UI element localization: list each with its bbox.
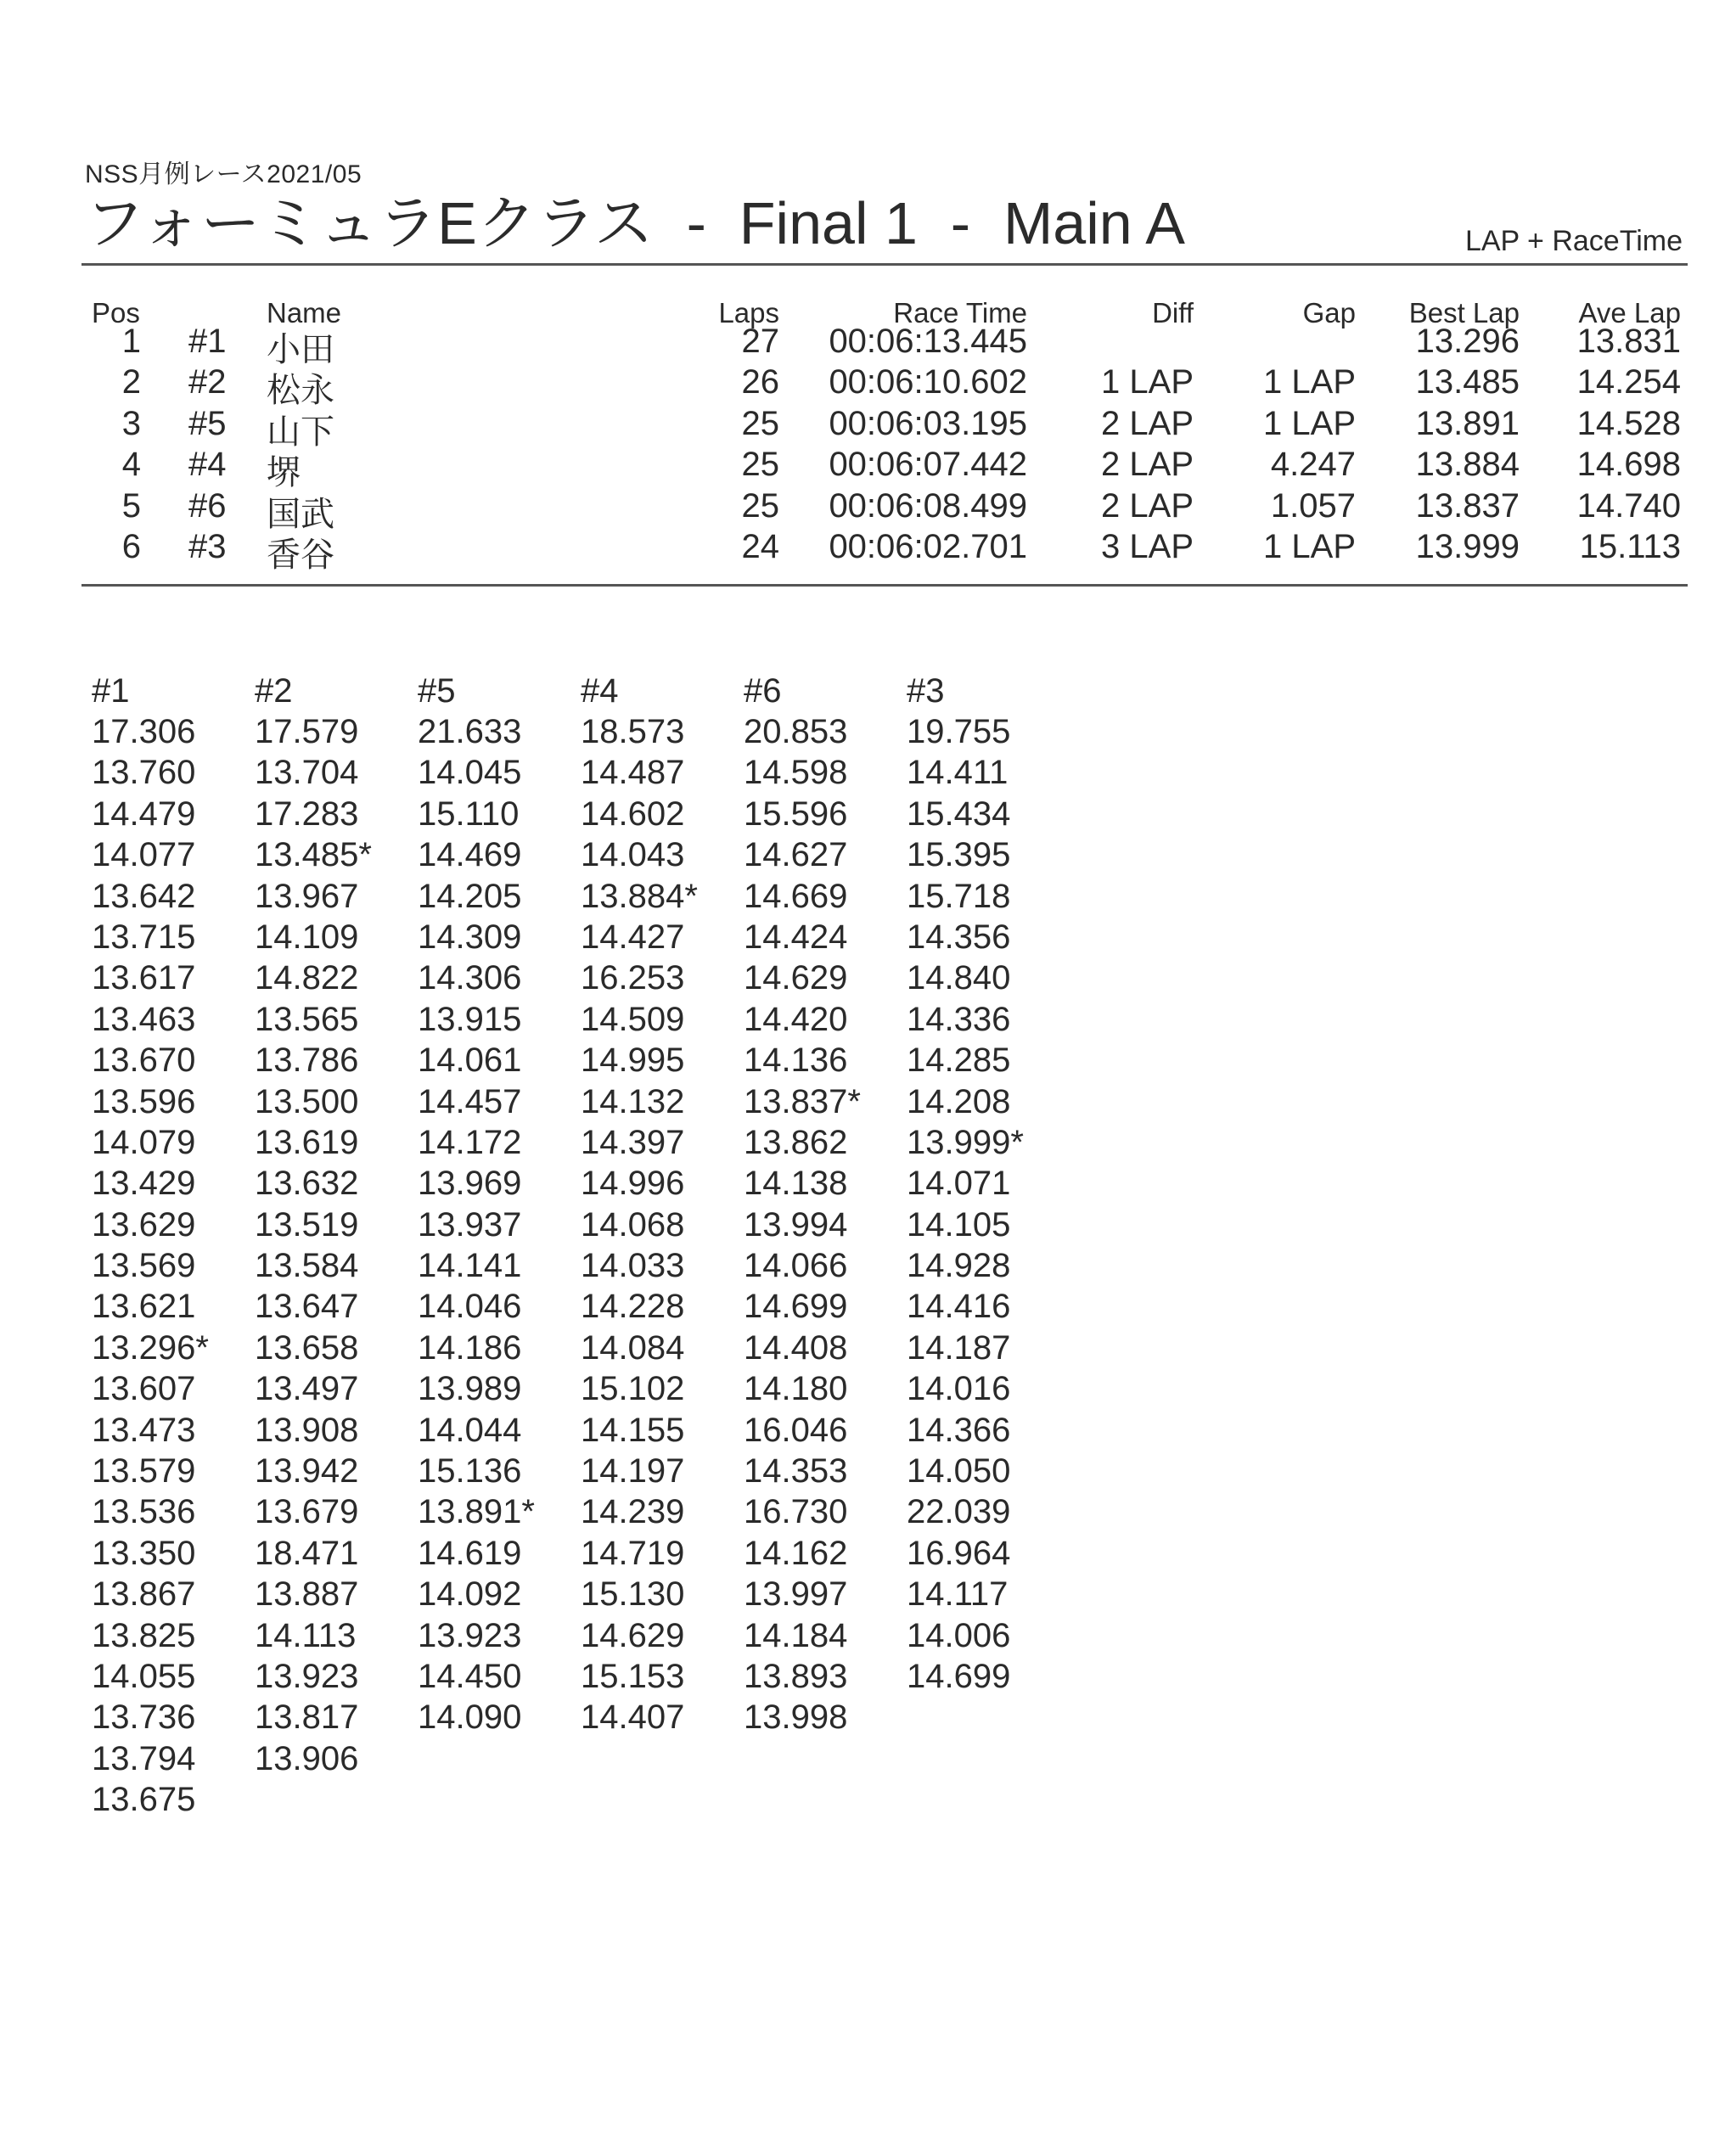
lap-time: 14.045 [418,754,522,792]
lap-time: 13.619 [255,1123,359,1161]
result-ave-lap: 14.528 [1576,404,1681,442]
lap-time: 13.908 [255,1411,359,1449]
col-laps: Laps [718,297,779,328]
lap-time: 14.050 [907,1452,1011,1491]
lap-time: 15.130 [581,1575,685,1614]
lap-time: 14.397 [581,1123,685,1161]
lap-time: 14.424 [744,918,848,956]
lap-time: 13.350 [92,1534,196,1572]
lap-time: 14.356 [907,918,1011,956]
lap-time: 14.016 [907,1370,1011,1408]
result-race-time: 00:06:10.602 [829,363,1027,401]
result-driver-name: 堺 [267,454,301,492]
lap-time: 13.867 [92,1575,196,1614]
lap-time: 13.794 [92,1739,196,1777]
lap-column-car: #5 [418,672,456,710]
lap-time: 14.420 [744,1000,848,1038]
result-pos: 4 [121,446,141,484]
lap-time: 13.473 [92,1411,196,1449]
lap-time: 14.487 [581,754,685,792]
lap-time: 14.046 [418,1288,522,1326]
lap-time: 13.884* [581,877,698,915]
lap-time: 17.283 [255,794,359,833]
lap-time: 14.928 [907,1247,1011,1285]
lap-time: 13.632 [255,1165,359,1203]
lap-time: 22.039 [907,1493,1011,1531]
result-best-lap: 13.999 [1415,528,1520,565]
result-pos: 6 [121,528,141,565]
result-laps: 25 [741,446,779,484]
result-diff: 3 LAP [1101,528,1194,565]
result-best-lap: 13.884 [1415,446,1520,484]
result-ave-lap: 14.698 [1576,446,1681,484]
lap-time: 14.043 [581,836,685,874]
result-gap: 1 LAP [1263,404,1356,442]
lap-column-car: #6 [744,672,782,710]
lap-time: 13.569 [92,1247,196,1285]
result-pos: 1 [121,323,141,360]
lap-time: 13.994 [744,1205,848,1244]
lap-time: 13.969 [418,1165,522,1203]
lap-time: 14.366 [907,1411,1011,1449]
lap-time: 13.923 [255,1657,359,1695]
result-diff: 2 LAP [1101,446,1194,484]
lap-time: 13.862 [744,1123,848,1161]
lap-time: 14.172 [418,1123,522,1161]
results-row [0,528,1725,574]
lap-time: 18.471 [255,1534,359,1572]
lap-time: 14.407 [581,1698,685,1737]
lap-time: 13.989 [418,1370,522,1408]
lap-time: 14.228 [581,1288,685,1326]
lap-time: 13.679 [255,1493,359,1531]
lap-time: 13.893 [744,1657,848,1695]
result-race-time: 00:06:13.445 [829,323,1027,360]
lap-time: 14.138 [744,1165,848,1203]
lap-time: 14.602 [581,794,685,833]
lap-time: 13.915 [418,1000,522,1038]
lap-column [255,671,372,1779]
lap-time: 15.110 [418,794,520,833]
lap-time: 15.434 [907,794,1011,833]
lap-time: 15.153 [581,1657,685,1695]
lap-time: 14.136 [744,1042,848,1080]
lap-time: 14.840 [907,959,1011,997]
lap-time: 13.937 [418,1205,522,1244]
lap-time: 13.715 [92,918,196,956]
lap-time: 14.306 [418,959,522,997]
lap-time: 14.629 [581,1616,685,1654]
result-gap: 4.247 [1270,446,1356,484]
lap-column [907,671,1024,1697]
divider-top [81,263,1688,266]
result-race-time: 00:06:03.195 [829,404,1027,442]
lap-time: 14.408 [744,1328,848,1367]
lap-time: 14.699 [907,1657,1011,1695]
col-name: Name [267,297,342,328]
lap-time: 14.084 [581,1328,685,1367]
result-driver-name: 香谷 [267,536,334,574]
result-laps: 25 [741,404,779,442]
lap-time: 14.180 [744,1370,848,1408]
lap-time: 14.995 [581,1042,685,1080]
lap-time: 16.046 [744,1411,848,1449]
lap-time: 15.136 [418,1452,522,1491]
col-best-lap: Best Lap [1408,297,1520,328]
lap-time: 13.617 [92,959,196,997]
result-ave-lap: 15.113 [1579,528,1681,565]
lap-time: 14.822 [255,959,359,997]
lap-time: 13.536 [92,1493,196,1531]
results-row [0,404,1725,451]
lap-time: 13.519 [255,1205,359,1244]
lap-time: 14.619 [418,1534,522,1572]
lap-time: 14.629 [744,959,848,997]
result-ave-lap: 14.740 [1576,486,1681,525]
lap-time: 13.999* [907,1123,1024,1161]
lap-time: 14.627 [744,836,848,874]
lap-time: 14.450 [418,1657,522,1695]
lap-time: 14.079 [92,1123,196,1161]
result-car-number: #2 [188,363,227,401]
lap-time: 17.306 [92,713,196,750]
lap-column-car: #4 [581,672,619,710]
lap-time: 13.670 [92,1042,196,1080]
result-car-number: #1 [188,323,227,360]
lap-time: 14.105 [907,1205,1011,1244]
lap-time: 14.055 [92,1657,196,1695]
lap-time: 14.109 [255,918,359,956]
lap-time: 14.719 [581,1534,685,1572]
lap-time: 14.090 [418,1698,522,1737]
lap-time: 13.825 [92,1616,196,1654]
result-ave-lap: 13.831 [1576,323,1681,360]
lap-time: 14.427 [581,918,685,956]
lap-time: 14.699 [744,1288,848,1326]
lap-time: 20.853 [744,713,848,750]
result-gap: 1 LAP [1263,363,1356,401]
race-title: フォーミュラEクラス - Final 1 - Main A [85,190,1185,256]
lap-time: 14.186 [418,1328,522,1367]
lap-column [581,671,698,1738]
lap-time: 14.132 [581,1082,685,1120]
result-laps: 26 [741,363,779,401]
lap-time: 14.071 [907,1165,1011,1203]
report-mode: LAP + RaceTime [1464,225,1683,257]
lap-time: 14.353 [744,1452,848,1491]
result-diff: 1 LAP [1101,363,1194,401]
lap-time: 14.239 [581,1493,685,1531]
lap-time: 14.117 [907,1575,1009,1614]
lap-time: 13.760 [92,754,196,792]
results-row [0,323,1725,368]
lap-time: 14.416 [907,1288,1011,1326]
result-pos: 3 [121,404,141,442]
result-car-number: #5 [188,404,227,442]
lap-time: 13.621 [92,1288,196,1326]
lap-time: 14.411 [907,754,1009,792]
result-gap: 1.057 [1270,486,1356,525]
result-car-number: #4 [188,446,227,484]
lap-time: 13.736 [92,1698,196,1737]
result-driver-name: 松永 [267,372,334,410]
lap-time: 14.509 [581,1000,685,1038]
result-best-lap: 13.891 [1415,404,1520,442]
lap-time: 13.429 [92,1165,196,1203]
result-diff: 2 LAP [1101,404,1194,442]
lap-time: 13.967 [255,877,359,915]
result-best-lap: 13.296 [1415,323,1520,360]
lap-time: 14.068 [581,1205,685,1244]
lap-time: 14.469 [418,836,522,874]
col-ave-lap: Ave Lap [1578,297,1681,328]
results-row [0,486,1725,533]
result-ave-lap: 14.254 [1576,363,1681,401]
result-race-time: 00:06:07.442 [829,446,1027,484]
col-race-time: Race Time [893,297,1027,328]
result-pos: 2 [121,363,141,401]
lap-time: 13.997 [744,1575,848,1614]
lap-time: 13.607 [92,1370,196,1408]
result-laps: 25 [741,486,779,525]
lap-time: 14.208 [907,1082,1011,1120]
lap-time: 13.642 [92,877,196,915]
lap-time: 21.633 [418,713,522,750]
lap-time: 14.996 [581,1165,685,1203]
lap-time: 15.718 [907,877,1011,915]
lap-time: 15.395 [907,836,1011,874]
lap-time: 13.485* [255,836,372,874]
lap-time: 13.891* [418,1493,535,1531]
lap-time: 14.336 [907,1000,1011,1038]
lap-time: 15.596 [744,794,848,833]
result-laps: 27 [741,323,779,360]
lap-time: 14.113 [255,1616,357,1654]
lap-time: 14.066 [744,1247,848,1285]
lap-time: 14.285 [907,1042,1011,1080]
lap-time: 14.162 [744,1534,848,1572]
lap-time: 18.573 [581,713,685,750]
lap-column-car: #1 [92,672,130,710]
lap-time: 14.092 [418,1575,522,1614]
lap-time: 13.584 [255,1247,359,1285]
lap-time: 14.006 [907,1616,1011,1654]
lap-time: 14.598 [744,754,848,792]
result-car-number: #3 [188,528,227,565]
lap-time: 13.579 [92,1452,196,1491]
lap-time: 13.500 [255,1082,359,1120]
lap-time: 13.565 [255,1000,359,1038]
result-best-lap: 13.837 [1415,486,1520,525]
lap-time: 15.102 [581,1370,685,1408]
result-race-time: 00:06:02.701 [829,528,1027,565]
lap-time: 13.942 [255,1452,359,1491]
lap-time: 14.141 [418,1247,522,1285]
lap-column [744,671,861,1738]
lap-time: 14.033 [581,1247,685,1285]
event-title: NSS月例レース2021/05 [85,160,362,188]
divider-bottom [81,584,1688,587]
results-row [0,363,1725,410]
lap-column-car: #3 [907,672,945,710]
lap-time: 14.187 [907,1328,1011,1367]
lap-time: 13.786 [255,1042,359,1080]
lap-column [92,671,209,1821]
result-laps: 24 [741,528,779,565]
lap-time: 14.197 [581,1452,685,1491]
lap-time: 14.309 [418,918,522,956]
result-car-number: #6 [188,486,227,525]
lap-time: 14.077 [92,836,196,874]
lap-time: 14.184 [744,1616,848,1654]
col-diff: Diff [1152,297,1194,328]
lap-time: 16.253 [581,959,685,997]
lap-time: 14.479 [92,794,196,833]
lap-time: 13.887 [255,1575,359,1614]
lap-time: 13.923 [418,1616,522,1654]
lap-time: 17.579 [255,713,359,750]
lap-time: 13.497 [255,1370,359,1408]
result-driver-name: 国武 [267,495,334,533]
result-pos: 5 [121,486,141,525]
lap-time: 13.837* [744,1082,861,1120]
col-gap: Gap [1302,297,1356,328]
lap-time: 13.704 [255,754,359,792]
result-gap: 1 LAP [1263,528,1356,565]
lap-time: 13.998 [744,1698,848,1737]
lap-time: 13.817 [255,1698,359,1737]
lap-time: 14.669 [744,877,848,915]
lap-time: 13.596 [92,1082,196,1120]
lap-time: 19.755 [907,713,1011,750]
col-pos: Pos [92,297,140,328]
lap-time: 13.658 [255,1328,359,1367]
result-best-lap: 13.485 [1415,363,1520,401]
result-driver-name: 小田 [267,331,334,368]
lap-column [418,671,535,1738]
lap-time: 13.675 [92,1781,196,1819]
lap-time: 16.730 [744,1493,848,1531]
lap-column-car: #2 [255,672,293,710]
lap-time: 14.155 [581,1411,685,1449]
lap-time: 14.457 [418,1082,522,1120]
lap-time: 13.463 [92,1000,196,1038]
lap-time: 14.044 [418,1411,522,1449]
lap-time: 13.906 [255,1739,359,1777]
lap-time: 13.629 [92,1205,196,1244]
result-race-time: 00:06:08.499 [829,486,1027,525]
lap-time: 13.296* [92,1328,209,1367]
results-row [0,446,1725,492]
result-diff: 2 LAP [1101,486,1194,525]
lap-time: 16.964 [907,1534,1011,1572]
lap-time: 14.205 [418,877,522,915]
lap-time: 14.061 [418,1042,522,1080]
lap-time: 13.647 [255,1288,359,1326]
result-driver-name: 山下 [267,413,334,451]
